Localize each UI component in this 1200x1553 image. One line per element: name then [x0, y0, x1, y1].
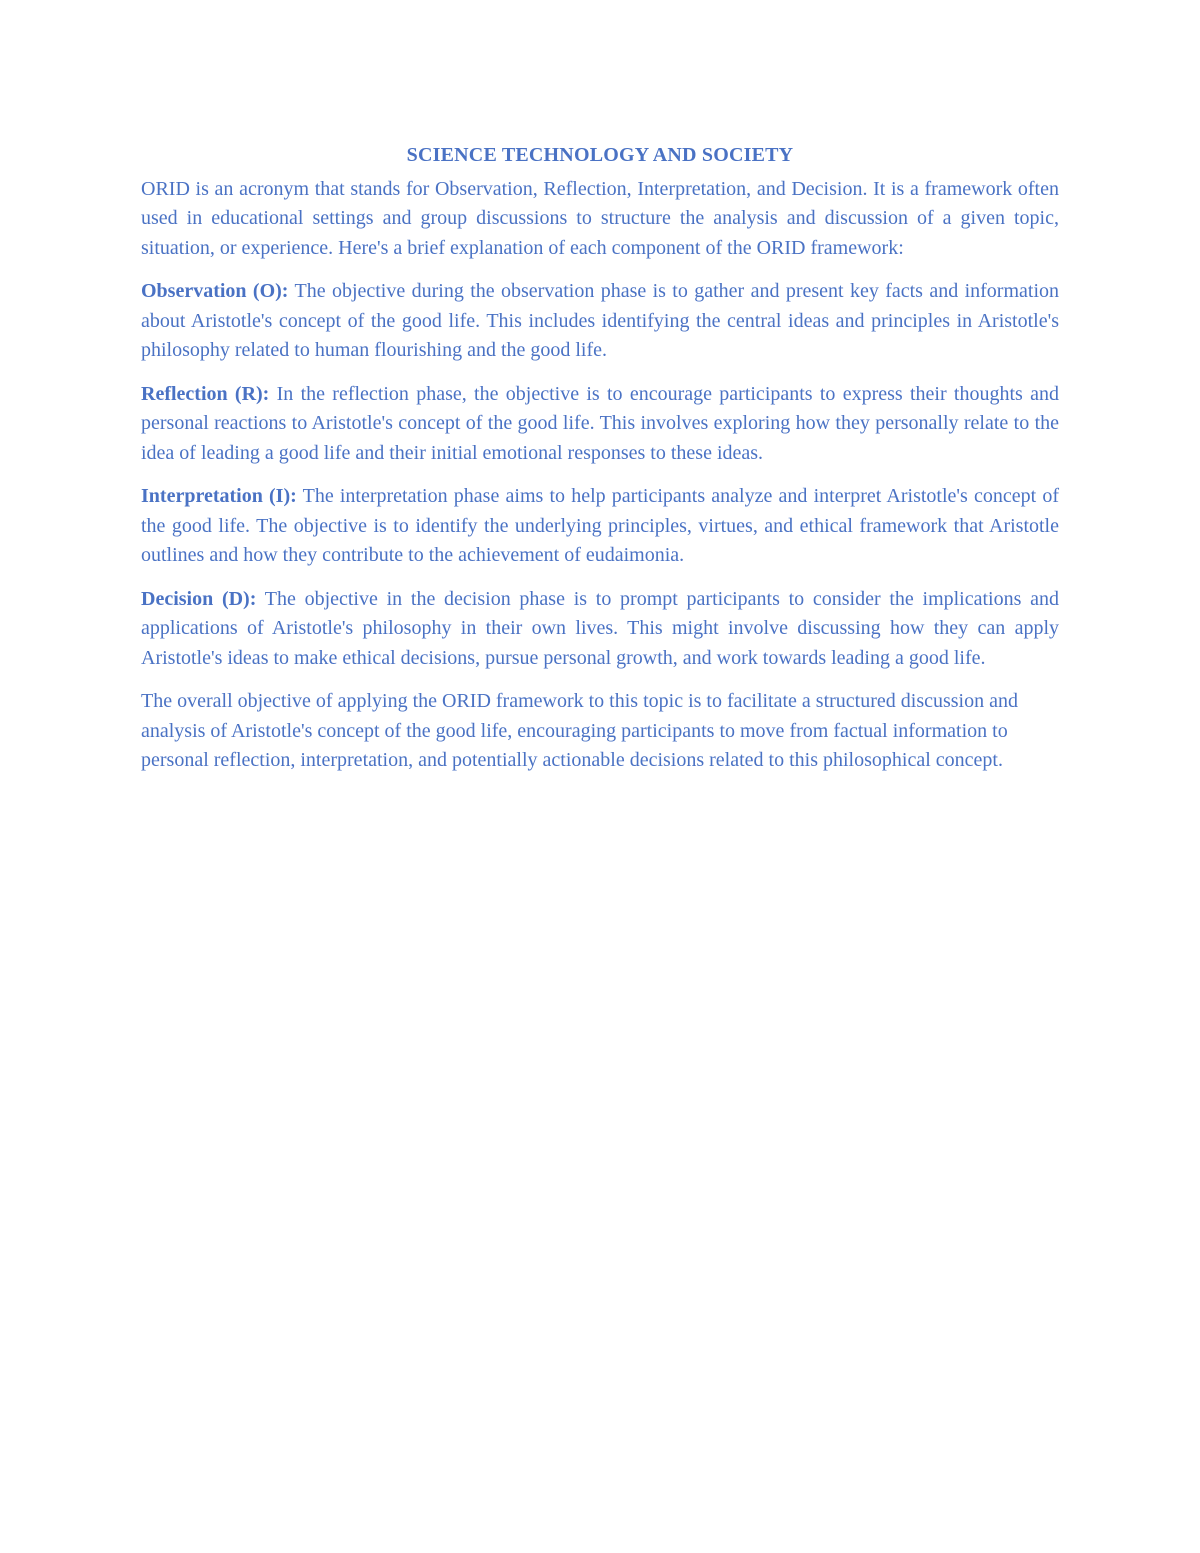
observation-label: Observation (O): [141, 280, 289, 302]
observation-text: The objective during the observation phase is to gather and present key facts and information about Aristotle's concept of the good life. This includes identifying the central ideas and principles in Aristotle's philosophy related to human flourishing and the good life. [141, 280, 1059, 361]
reflection-paragraph [141, 380, 1059, 469]
interpretation-label: Interpretation (I): [141, 485, 297, 507]
reflection-label: Reflection (R): [141, 382, 270, 405]
decision-label: Decision (D): [141, 587, 257, 610]
conclusion-paragraph: The overall objective of applying the ORID framework to this topic is to facilitate a structured discussion and analysis of Aristotle's concept of the good life, encouraging participants to move from factual information to personal reflection, interpretation, and potentially actionable decisions related to this philosophical concept. [141, 690, 1018, 771]
decision-text: The objective in the decision phase is to prompt participants to consider the implications and applications of Aristotle's philosophy in their own lives. This might involve discussing how they can apply Aristotle's ideas to make ethical decisions, pursue personal growth, and work towards leading a good life. [141, 587, 1059, 669]
document-body [141, 141, 1059, 790]
document-title: SCIENCE TECHNOLOGY AND SOCIETY [406, 144, 794, 166]
interpretation-text: The interpretation phase aims to help participants analyze and interpret Aristotle's concept of the good life. The objective is to identify the underlying principles, virtues, and ethical framework that Aristotle outlines and how they contribute to the achievement of eudaimonia. [141, 485, 1059, 566]
observation-paragraph [141, 277, 1059, 366]
decision-paragraph [141, 585, 1059, 674]
intro-paragraph: ORID is an acronym that stands for Observation, Reflection, Interpretation, and Decision. It is a framework often used in educational settings and group discussions to structure the analysis and discussion of a given topic, situation, or experience. Here's a brief explanation of each component of the ORID framework: [141, 177, 1059, 259]
reflection-text: In the reflection phase, the objective is to encourage participants to express their thoughts and personal reactions to Aristotle's concept of the good life. This involves exploring how they personally relate to the idea of leading a good life and their initial emotional responses to these ideas. [141, 382, 1059, 464]
interpretation-paragraph [141, 482, 1059, 571]
